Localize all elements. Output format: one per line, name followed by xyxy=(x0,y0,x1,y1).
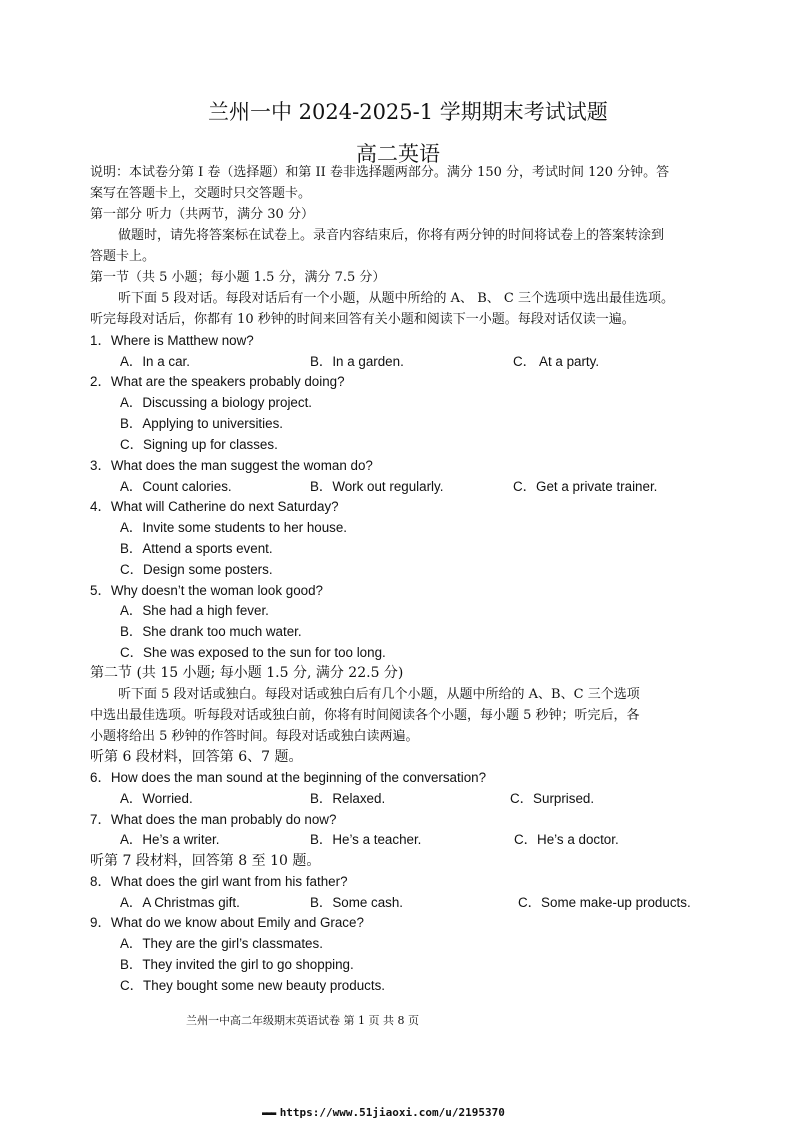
instructions-line-1: 说明：本试卷分第 I 卷（选择题）和第 II 卷非选择题两部分。满分 150 分，考试时间 120 分钟。答 xyxy=(90,165,670,180)
question-2-option-b: B．Applying to universities. xyxy=(120,416,283,431)
material-6-heading: 听第 6 段材料，回答第 6、7 题。 xyxy=(90,749,303,765)
question-3: 3．What does the man suggest the woman do? xyxy=(90,458,373,473)
question-9-option-a: A．They are the girl’s classmates. xyxy=(120,936,323,951)
question-9: 9．What do we know about Emily and Grace? xyxy=(90,915,364,930)
question-5-option-a: A．She had a high fever. xyxy=(120,603,269,618)
question-8-option-c: C．Some make-up products. xyxy=(518,895,691,910)
question-6: 6．How does the man sound at the beginning of the conversation? xyxy=(90,770,487,785)
question-7-option-b: B．He’s a teacher. xyxy=(310,832,422,847)
question-6-option-c: C．Surprised. xyxy=(510,791,595,806)
section2-desc-3: 小题将给出 5 秒钟的作答时间。每段对话或独白读两遍。 xyxy=(90,729,419,744)
question-3-option-a: A．Count calories. xyxy=(120,479,232,494)
section1-desc-2: 听完每段对话后，你都有 10 秒钟的时间来回答有关小题和阅读下一小题。每段对话仅读一遍。 xyxy=(90,312,635,327)
instructions-line-2: 案写在答题卡上，交题时只交答题卡。 xyxy=(90,186,312,201)
section2-heading: 第二节 (共 15 小题; 每小题 1.5 分, 满分 22.5 分) xyxy=(90,665,404,681)
exam-title: 兰州一中 2024-2025-1 学期期末考试试题 xyxy=(208,100,608,124)
question-5-option-b: B．She drank too much water. xyxy=(120,624,302,639)
question-8-option-a: A．A Christmas gift. xyxy=(120,895,240,910)
part1-note-1: 做题时，请先将答案标在试卷上。录音内容结束后，你将有两分钟的时间将试卷上的答案转涂到 xyxy=(118,228,665,243)
question-2-option-a: A．Discussing a biology project. xyxy=(120,395,313,410)
question-4-option-a: A．Invite some students to her house. xyxy=(120,520,348,535)
question-9-option-b: B．They invited the girl to go shopping. xyxy=(120,957,354,972)
question-7: 7．What does the man probably do now? xyxy=(90,812,337,827)
question-5-option-c: C．She was exposed to the sun for too long. xyxy=(120,645,386,660)
part1-note-2: 答题卡上。 xyxy=(90,249,156,264)
question-6-option-a: A．Worried. xyxy=(120,791,193,806)
question-3-option-b: B．Work out regularly. xyxy=(310,479,444,494)
question-1-option-c: C． At a party. xyxy=(513,354,600,369)
question-2: 2．What are the speakers probably doing? xyxy=(90,374,345,389)
question-8: 8．What does the girl want from his father? xyxy=(90,874,348,889)
watermark-decoration: ▬▬▬ xyxy=(262,1109,280,1119)
question-1: 1．Where is Matthew now? xyxy=(90,333,254,348)
section1-heading: 第一节（共 5 小题；每小题 1.5 分，满分 7.5 分） xyxy=(90,270,386,285)
exam-subtitle: 高二英语 xyxy=(356,142,440,166)
question-4-option-c: C．Design some posters. xyxy=(120,562,273,577)
section2-desc-2: 中选出最佳选项。听每段对话或独白前，你将有时间阅读各个小题，每小题 5 秒钟；听完后，各 xyxy=(90,708,640,723)
section2-desc-1: 听下面 5 段对话或独白。每段对话或独白后有几个小题，从题中所给的 A、B、C 三个选项 xyxy=(118,687,640,702)
watermark-url-text: https://www.51jiaoxi.com/u/2195370 xyxy=(279,1106,505,1119)
section1-desc-1: 听下面 5 段对话。每段对话后有一个小题，从题中所给的 A、 B、 C 三个选项中选出最佳选项。 xyxy=(118,291,674,306)
question-2-option-c: C．Signing up for classes. xyxy=(120,437,278,452)
question-9-option-c: C．They bought some new beauty products. xyxy=(120,978,385,993)
question-7-option-a: A．He’s a writer. xyxy=(120,832,220,847)
question-4-option-b: B．Attend a sports event. xyxy=(120,541,273,556)
part1-heading: 第一部分 听力（共两节，满分 30 分） xyxy=(90,207,314,222)
question-7-option-c: C．He’s a doctor. xyxy=(514,832,619,847)
watermark-url xyxy=(262,1106,505,1119)
question-1-option-b: B．In a garden. xyxy=(310,354,404,369)
question-5: 5．Why doesn’t the woman look good? xyxy=(90,583,323,598)
page-footer: 兰州一中高二年级期末英语试卷 第 1 页 共 8 页 xyxy=(186,1014,419,1027)
question-4: 4．What will Catherine do next Saturday? xyxy=(90,499,339,514)
question-1-option-a: A．In a car. xyxy=(120,354,190,369)
material-7-heading: 听第 7 段材料，回答第 8 至 10 题。 xyxy=(90,853,321,869)
question-6-option-b: B．Relaxed. xyxy=(310,791,386,806)
question-8-option-b: B．Some cash. xyxy=(310,895,404,910)
question-3-option-c: C．Get a private trainer. xyxy=(513,479,658,494)
